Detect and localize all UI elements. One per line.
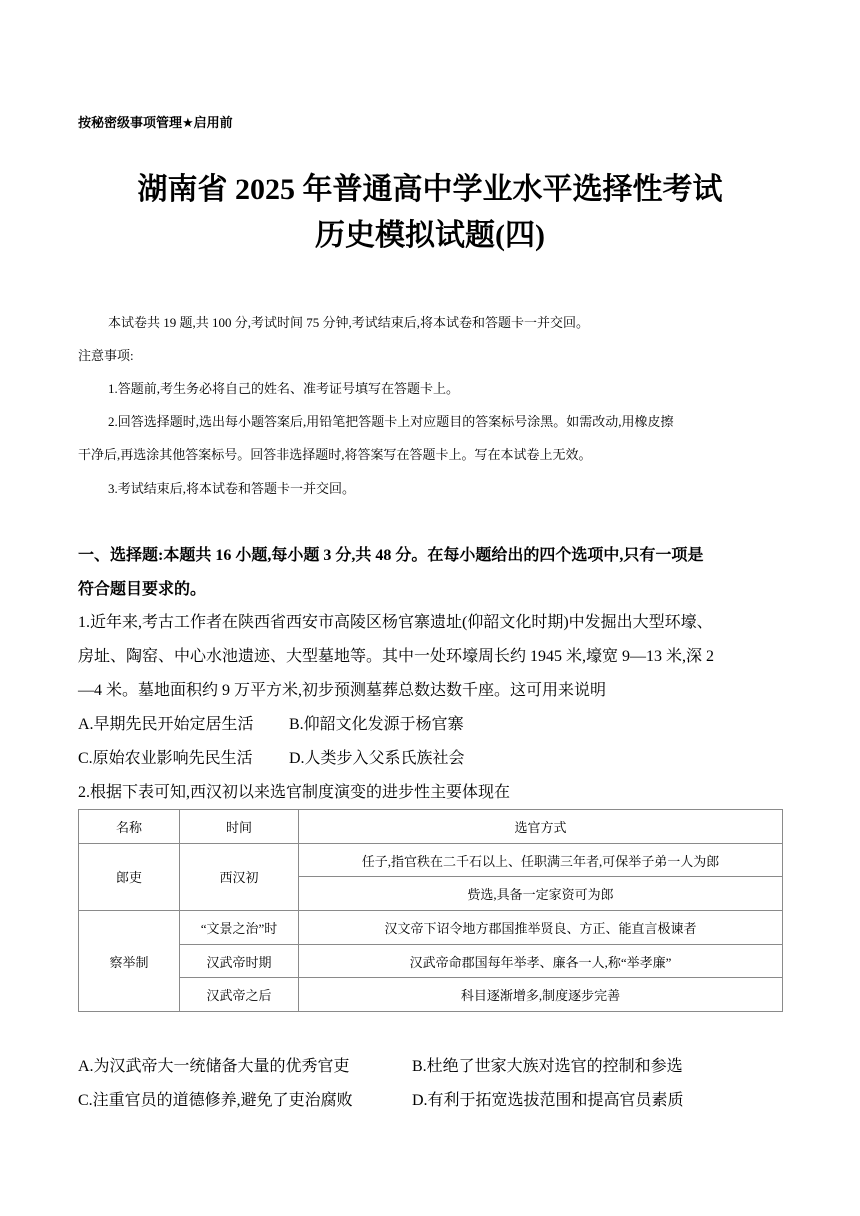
exam-summary: 本试卷共 19 题,共 100 分,考试时间 75 分钟,考试结束后,将本试卷和答题卡一并交回。 [108, 315, 590, 330]
table-cell-name: 郎吏 [79, 843, 180, 910]
table-row [79, 944, 783, 978]
q1-option-a: A.早期先民开始定居生活 [78, 716, 254, 733]
table-header-name: 名称 [79, 810, 180, 844]
table-header-method: 选官方式 [299, 810, 783, 844]
table-row [79, 911, 783, 945]
q2-option-a: A.为汉武帝大一统储备大量的优秀官吏 [78, 1058, 350, 1075]
table-cell-method: 汉武帝命郡国每年举孝、廉各一人,称“举孝廉” [299, 944, 783, 978]
secret-mark: 按秘密级事项管理★启用前 [78, 116, 233, 131]
q1-option-b: B.仰韶文化发源于杨官寨 [289, 716, 464, 733]
q2-option-c: C.注重官员的道德修养,避免了吏治腐败 [78, 1092, 353, 1109]
q2-option-d: D.有利于拓宽选拔范围和提高官员素质 [412, 1092, 684, 1109]
notice-item-1: 1.答题前,考生务必将自己的姓名、准考证号填写在答题卡上。 [108, 381, 460, 396]
section-heading-line2: 符合题目要求的。 [78, 581, 207, 598]
q1-stem-line3: —4 米。墓地面积约 9 万平方米,初步预测墓葬总数达数千座。这可用来说明 [78, 682, 607, 699]
q1-stem-line1: 1.近年来,考古工作者在陕西省西安市高陵区杨官寨遗址(仰韶文化时期)中发掘出大型环壕、 [78, 614, 713, 631]
table-cell-time: 汉武帝时期 [180, 944, 299, 978]
notice-item-3: 3.考试结束后,将本试卷和答题卡一并交回。 [108, 481, 356, 496]
q1-option-c: C.原始农业影响先民生活 [78, 750, 253, 767]
table-cell-method: 赀选,具备一定家资可为郎 [299, 877, 783, 911]
q1-option-d: D.人类步入父系氏族社会 [289, 750, 465, 767]
exam-title: 湖南省 2025 年普通高中学业水平选择性考试 [137, 173, 723, 206]
notice-item-2-line2: 干净后,再选涂其他答案标号。回答非选择题时,将答案写在答题卡上。写在本试卷上无效。 [78, 447, 592, 462]
section-heading-line1: 一、选择题:本题共 16 小题,每小题 3 分,共 48 分。在每小题给出的四个选项中,只有一项是 [78, 547, 704, 564]
selection-system-table [78, 809, 783, 1012]
table-cell-time: “文景之治”时 [180, 911, 299, 945]
table-cell-name: 察举制 [79, 911, 180, 1012]
table-header-time: 时间 [180, 810, 299, 844]
table-row [79, 978, 783, 1012]
q2-option-b: B.杜绝了世家大族对选官的控制和参选 [412, 1058, 683, 1075]
notice-heading: 注意事项: [78, 348, 134, 363]
exam-subtitle: 历史模拟试题(四) [315, 219, 545, 252]
table-header-row [79, 810, 783, 844]
table-row [79, 843, 783, 877]
table-cell-method: 科目逐渐增多,制度逐步完善 [299, 978, 783, 1012]
table-cell-method: 任子,指官秩在二千石以上、任职满三年者,可保举子弟一人为郎 [299, 843, 783, 877]
q2-stem: 2.根据下表可知,西汉初以来选官制度演变的进步性主要体现在 [78, 784, 511, 801]
q1-stem-line2: 房址、陶窑、中心水池遗迹、大型墓地等。其中一处环壕周长约 1945 米,壕宽 9—13 米,深 2 [78, 648, 715, 665]
notice-item-2-line1: 2.回答选择题时,选出每小题答案后,用铅笔把答题卡上对应题目的答案标号涂黑。如需改动,用橡皮擦 [108, 414, 674, 429]
table-cell-time: 西汉初 [180, 843, 299, 910]
table-cell-time: 汉武帝之后 [180, 978, 299, 1012]
table-cell-method: 汉文帝下诏令地方郡国推举贤良、方正、能直言极谏者 [299, 911, 783, 945]
